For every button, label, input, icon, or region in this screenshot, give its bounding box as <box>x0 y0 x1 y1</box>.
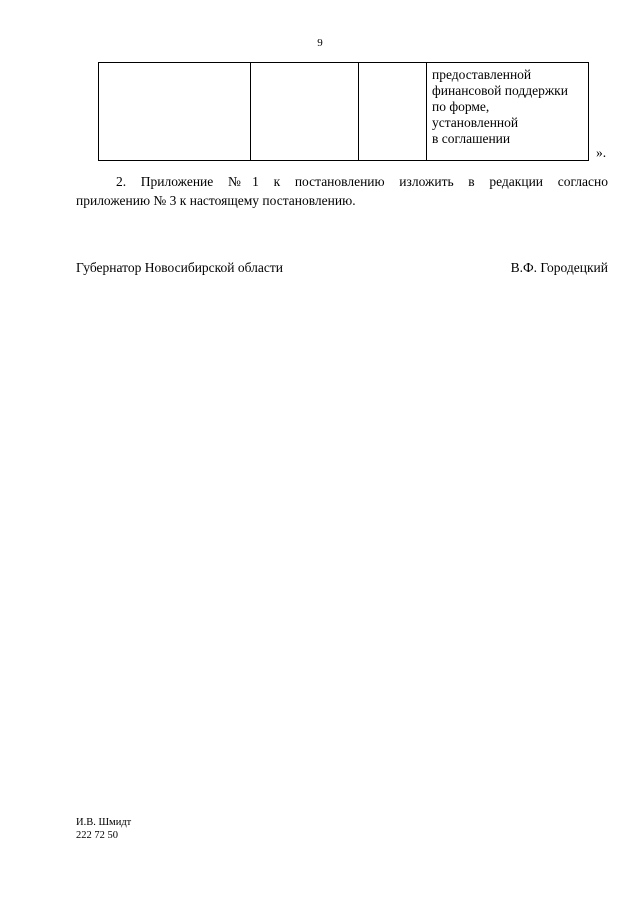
signature-block <box>76 260 608 276</box>
table-row <box>99 63 589 161</box>
table-cell-4 <box>427 63 589 161</box>
cell-text-line: предоставленной <box>432 67 532 82</box>
paragraph-line: 2. Приложение №1 к постановлению изложить в редакции согласно <box>116 174 608 189</box>
executor-phone: 222 72 50 <box>76 830 118 841</box>
closing-quote: ». <box>596 145 607 160</box>
paragraph-item-2 <box>76 172 608 210</box>
paragraph-line: приложению № 3 к настоящему постановлению. <box>76 193 356 208</box>
signatory-name: В.Ф. Городецкий <box>510 260 608 275</box>
table-fragment <box>98 62 589 161</box>
cell-text-line: установленной <box>432 115 519 130</box>
executor-name: И.В. Шмидт <box>76 817 132 828</box>
cell-text-line: в соглашении <box>432 131 511 146</box>
cell-text-line: по форме, <box>432 99 490 114</box>
table-cell-2 <box>251 63 359 161</box>
cell-text-line: финансовой поддержки <box>432 83 568 98</box>
signatory-position: Губернатор Новосибирской области <box>76 260 284 275</box>
table-cell-1 <box>99 63 251 161</box>
executor-block <box>76 816 131 842</box>
page-number: 9 <box>317 37 323 49</box>
table-cell-3 <box>359 63 427 161</box>
